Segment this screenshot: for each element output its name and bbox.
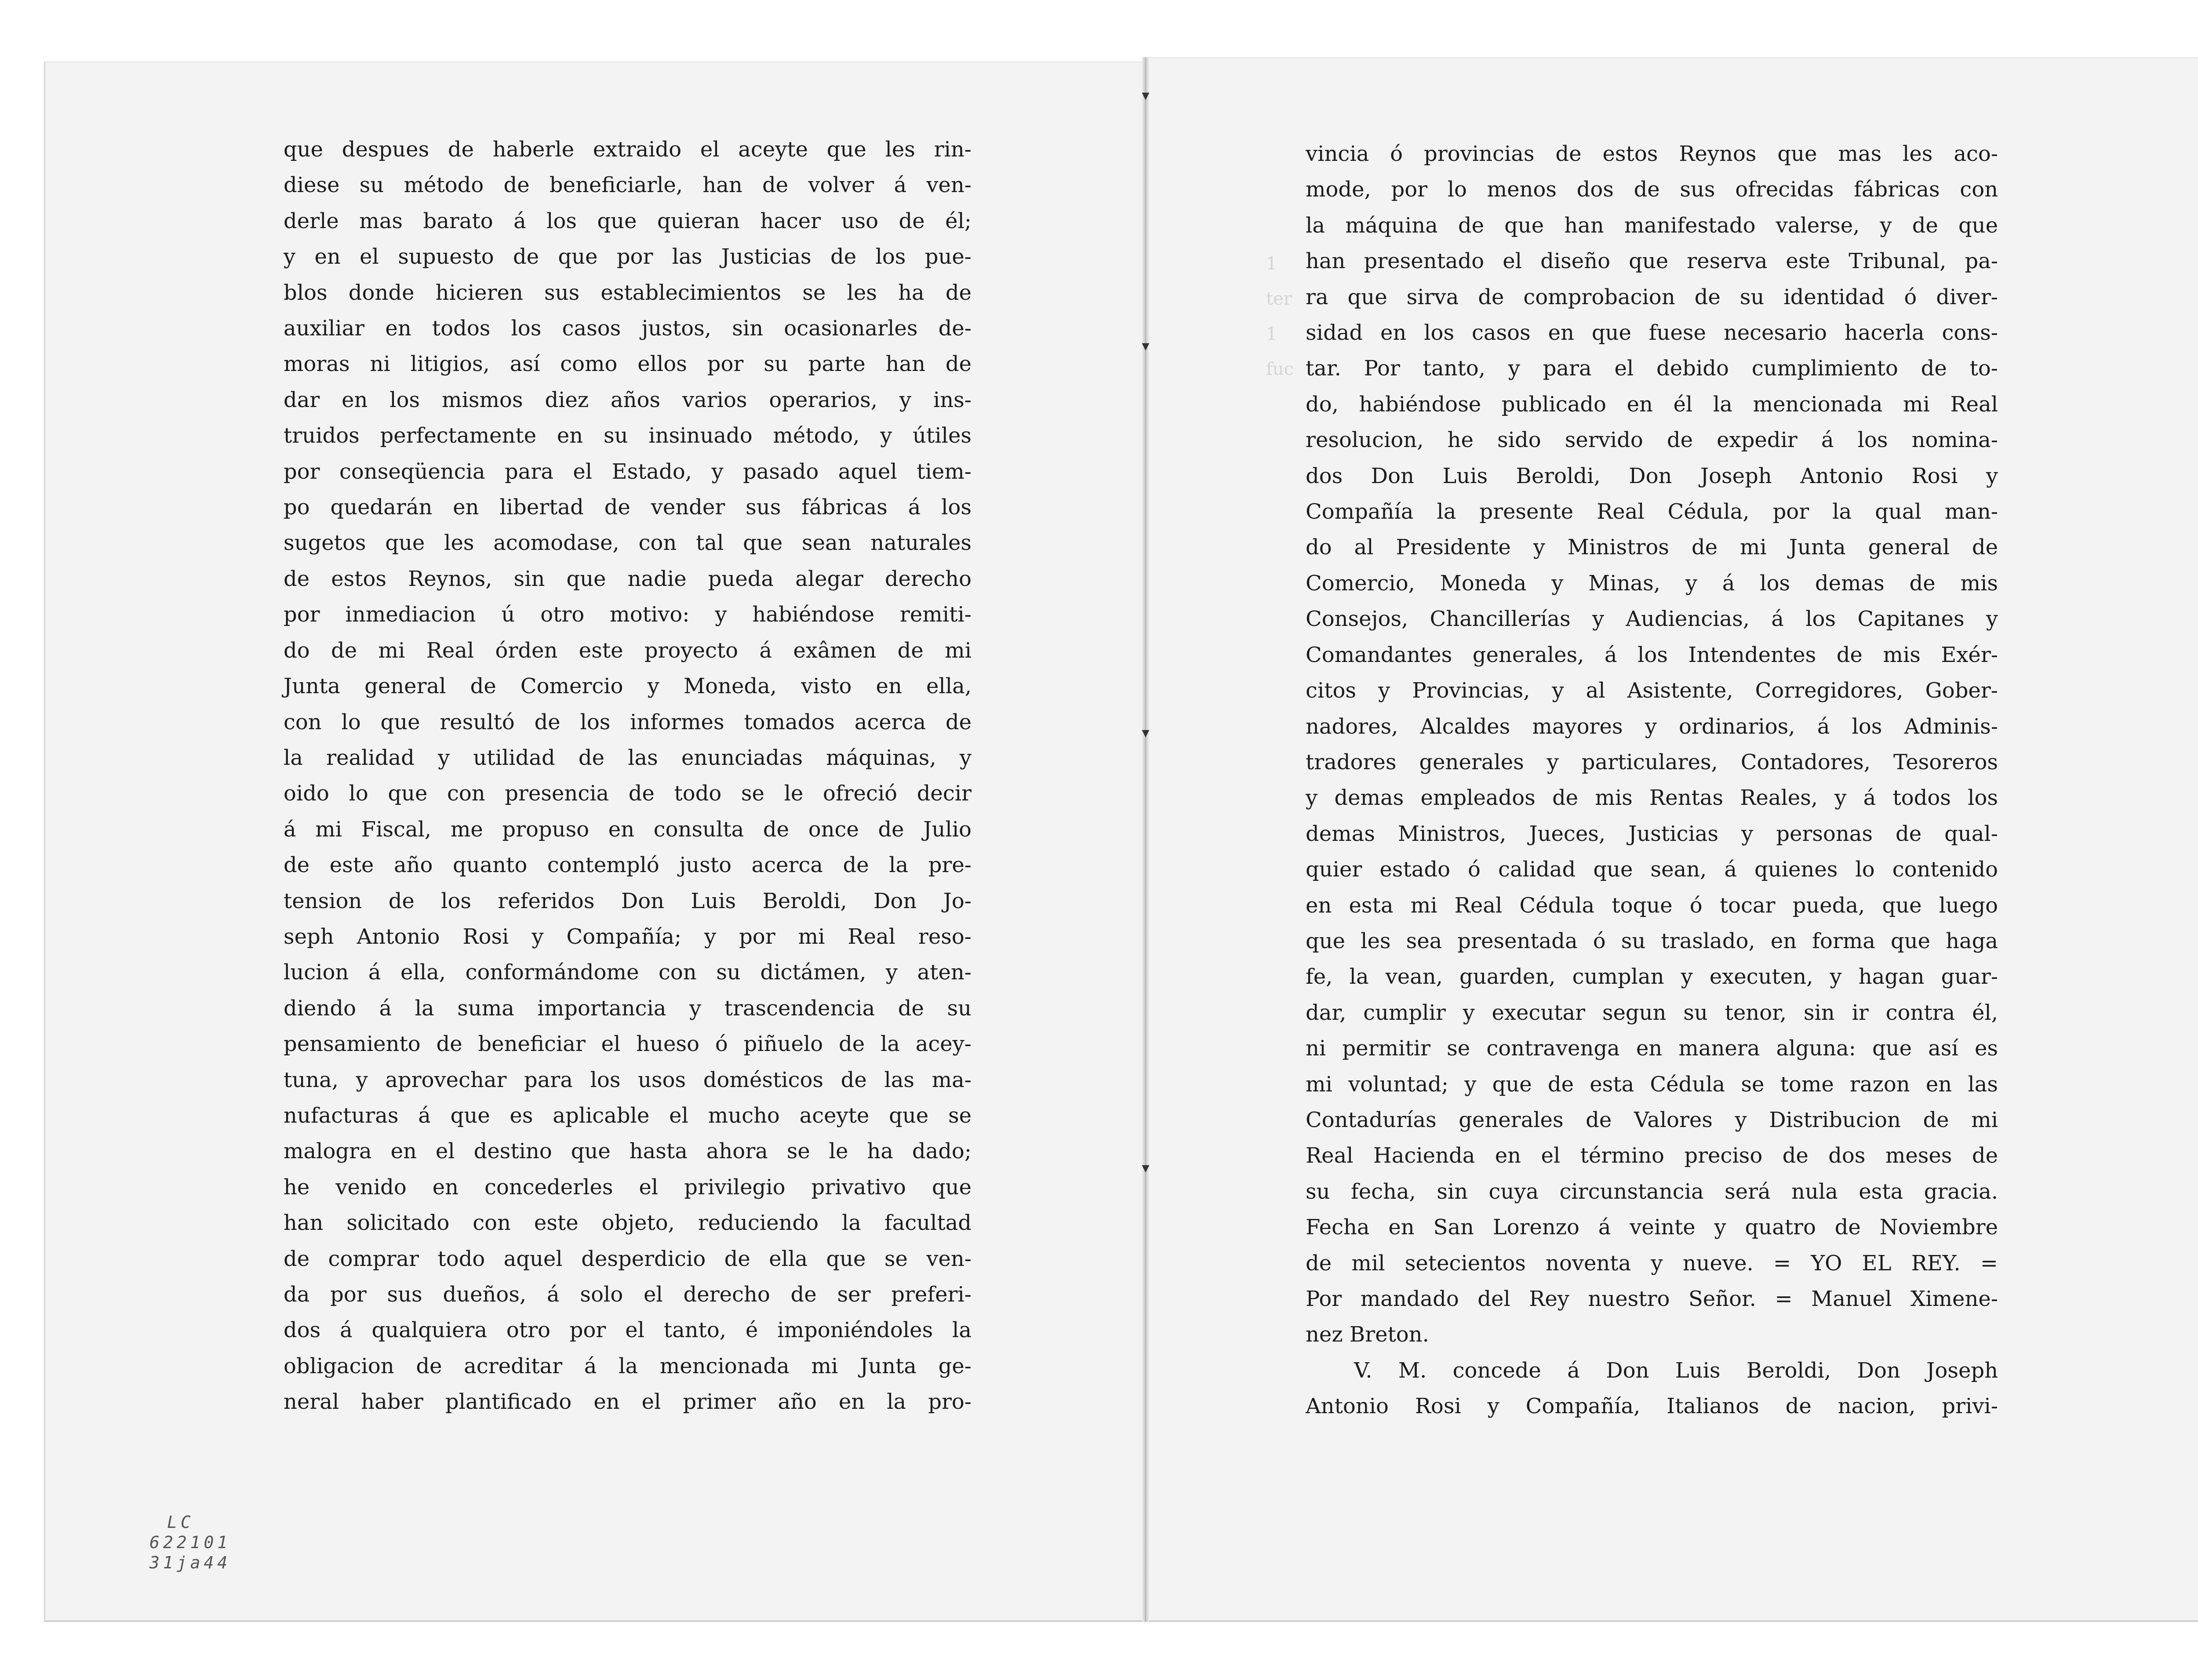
- binding-stitch-mark: ▾: [1142, 337, 1150, 355]
- text-line: do al Presidente y Ministros de mi Junta general de: [1306, 535, 1998, 560]
- text-line: dos á qualquiera otro por el tanto, é imponiéndoles la: [284, 1318, 972, 1343]
- text-line: vincia ó provincias de estos Reynos que mas les aco-: [1306, 142, 1998, 166]
- text-line: seph Antonio Rosi y Compañía; y por mi Real reso-: [284, 924, 972, 949]
- text-line: nadores, Alcaldes mayores y ordinarios, á los Adminis-: [1306, 714, 1998, 739]
- text-line: tension de los referidos Don Luis Beroldi, Don Jo-: [284, 888, 972, 913]
- text-line: truidos perfectamente en su insinuado método, y útiles: [284, 423, 972, 448]
- text-line: nufacturas á que es aplicable el mucho aceyte que se: [284, 1103, 972, 1128]
- text-line: demas Ministros, Jueces, Justicias y personas de qual-: [1306, 821, 1998, 846]
- text-line: de mil setecientos noventa y nueve. = YO EL REY. =: [1306, 1251, 1998, 1276]
- text-line: lucion á ella, conformándome con su dictámen, y aten-: [284, 960, 972, 985]
- text-line: han presentado el diseño que reserva este Tribunal, pa-: [1306, 249, 1998, 274]
- text-line: pensamiento de beneficiar el hueso ó piñuelo de la acey-: [284, 1032, 972, 1057]
- binding-stitch-mark: ▾: [1142, 87, 1150, 104]
- text-line: diendo á la suma importancia y trascendencia de su: [284, 996, 972, 1021]
- text-line: en esta mi Real Cédula toque ó tocar pueda, que luego: [1306, 893, 1998, 918]
- binding-stitch-mark: ▾: [1142, 1159, 1150, 1177]
- text-line: Compañía la presente Real Cédula, por la qual man-: [1306, 499, 1998, 524]
- text-line: auxiliar en todos los casos justos, sin ocasionarles de-: [284, 316, 972, 341]
- text-line: Real Hacienda en el término preciso de dos meses de: [1306, 1143, 1998, 1168]
- text-line: la máquina de que han manifestado valerse, y de que: [1306, 213, 1998, 238]
- text-line: Antonio Rosi y Compañía, Italianos de nacion, privi-: [1306, 1394, 1998, 1419]
- text-line: malogra en el destino que hasta ahora se le ha dado;: [284, 1139, 972, 1164]
- text-line: resolucion, he sido servido de expedir á los nomina-: [1306, 428, 1998, 453]
- text-line: tradores generales y particulares, Contadores, Tesoreros: [1306, 749, 1998, 775]
- text-line: Comercio, Moneda y Minas, y á los demas de mis: [1306, 571, 1998, 596]
- text-line: su fecha, sin cuya circunstancia será nula esta gracia.: [1306, 1179, 1998, 1204]
- text-line: y en el supuesto de que por las Justicias de los pue-: [284, 244, 972, 269]
- text-line: mode, por lo menos dos de sus ofrecidas fábricas con: [1306, 177, 1998, 202]
- text-line: da por sus dueños, á solo el derecho de ser preferi-: [284, 1282, 972, 1307]
- pencil-note-line: 622101: [149, 1533, 231, 1552]
- text-line: dos Don Luis Beroldi, Don Joseph Antonio Rosi y: [1306, 463, 1998, 488]
- text-line: Junta general de Comercio y Moneda, visto en ella,: [284, 674, 972, 699]
- text-line: dar, cumplir y executar segun su tenor, sin ir contra él,: [1306, 1000, 1998, 1025]
- text-line: derle mas barato á los que quieran hacer uso de él;: [284, 208, 972, 233]
- text-line: de comprar todo aquel desperdicio de ella que se ven-: [284, 1246, 972, 1271]
- pencil-catalog-note: [149, 1512, 231, 1573]
- text-line: ni permitir se contravenga en manera alguna: que así es: [1306, 1036, 1998, 1061]
- text-line: neral haber plantificado en el primer año en la pro-: [284, 1389, 972, 1415]
- text-line: quier estado ó calidad que sean, á quienes lo contenido: [1306, 857, 1998, 882]
- show-through-text: 1 ter 1 fuc: [1266, 254, 1294, 379]
- text-line: do de mi Real órden este proyecto á exâmen de mi: [284, 638, 972, 663]
- text-line: Por mandado del Rey nuestro Señor. = Manuel Ximene-: [1306, 1287, 1998, 1311]
- text-line: do, habiéndose publicado en él la mencionada mi Real: [1306, 392, 1998, 417]
- binding-stitch-mark: ▾: [1142, 724, 1150, 742]
- text-line: de este año quanto contempló justo acerca de la pre-: [284, 853, 972, 878]
- text-line: fe, la vean, guarden, cumplan y executen, y hagan guar-: [1306, 964, 1998, 989]
- text-line: por inmediacion ú otro motivo: y habiéndose remiti-: [284, 602, 972, 627]
- text-line: he venido en concederles el privilegio privativo que: [284, 1175, 972, 1200]
- text-line: la realidad y utilidad de las enunciadas máquinas, y: [284, 745, 972, 770]
- text-line: dar en los mismos diez años varios operarios, y ins-: [284, 387, 972, 412]
- text-line: obligacion de acreditar á la mencionada mi Junta ge-: [284, 1353, 972, 1378]
- text-line: Fecha en San Lorenzo á veinte y quatro de Noviembre: [1306, 1215, 1998, 1240]
- book-gutter: [1142, 57, 1149, 1622]
- text-line: tuna, y aprovechar para los usos domésticos de las ma-: [284, 1067, 972, 1092]
- text-line: po quedarán en libertad de vender sus fábricas á los: [284, 495, 972, 520]
- text-line: mi voluntad; y que de esta Cédula se tome razon en las: [1306, 1072, 1998, 1097]
- text-line: que despues de haberle extraido el aceyte que les rin-: [284, 137, 972, 162]
- text-line: y demas empleados de mis Rentas Reales, y á todos los: [1306, 785, 1998, 811]
- text-line: moras ni litigios, así como ellos por su parte han de: [284, 352, 972, 377]
- text-line: citos y Provincias, y al Asistente, Corregidores, Gober-: [1306, 678, 1998, 703]
- left-page-text: [284, 132, 972, 1420]
- text-line: Comandantes generales, á los Intendentes de mis Exér-: [1306, 642, 1998, 667]
- text-line: han solicitado con este objeto, reduciendo la facultad: [284, 1211, 972, 1236]
- text-line: oido lo que con presencia de todo se le ofreció decir: [284, 781, 972, 806]
- text-line: Contadurías generales de Valores y Distribucion de mi: [1306, 1107, 1998, 1132]
- text-line: de estos Reynos, sin que nadie pueda alegar derecho: [284, 566, 972, 591]
- text-line: que les sea presentada ó su traslado, en forma que haga: [1306, 928, 1998, 953]
- text-line: diese su método de beneficiarle, han de volver á ven-: [284, 173, 972, 198]
- right-page-text: [1306, 136, 1998, 1425]
- pencil-note-line: 31ja44: [149, 1553, 231, 1572]
- text-line: sidad en los casos en que fuese necesario hacerla cons-: [1306, 320, 1998, 345]
- text-line: sugetos que les acomodase, con tal que sean naturales: [284, 531, 972, 556]
- text-line: á mi Fiscal, me propuso en consulta de once de Julio: [284, 817, 972, 842]
- text-line: tar. Por tanto, y para el debido cumplimiento de to-: [1306, 356, 1998, 381]
- text-line: ra que sirva de comprobacion de su identidad ó diver-: [1306, 284, 1998, 309]
- text-line: blos donde hicieren sus establecimientos se les ha de: [284, 280, 972, 305]
- text-line: nez Breton.: [1306, 1322, 1429, 1347]
- pencil-note-line: LC: [167, 1513, 194, 1532]
- paragraph-start-line: V. M. concede á Don Luis Beroldi, Don Joseph: [1354, 1358, 1998, 1383]
- text-line: por conseqüencia para el Estado, y pasado aquel tiem-: [284, 459, 972, 484]
- text-line: Consejos, Chancillerías y Audiencias, á los Capitanes y: [1306, 607, 1998, 632]
- text-line: con lo que resultó de los informes tomados acerca de: [284, 709, 972, 735]
